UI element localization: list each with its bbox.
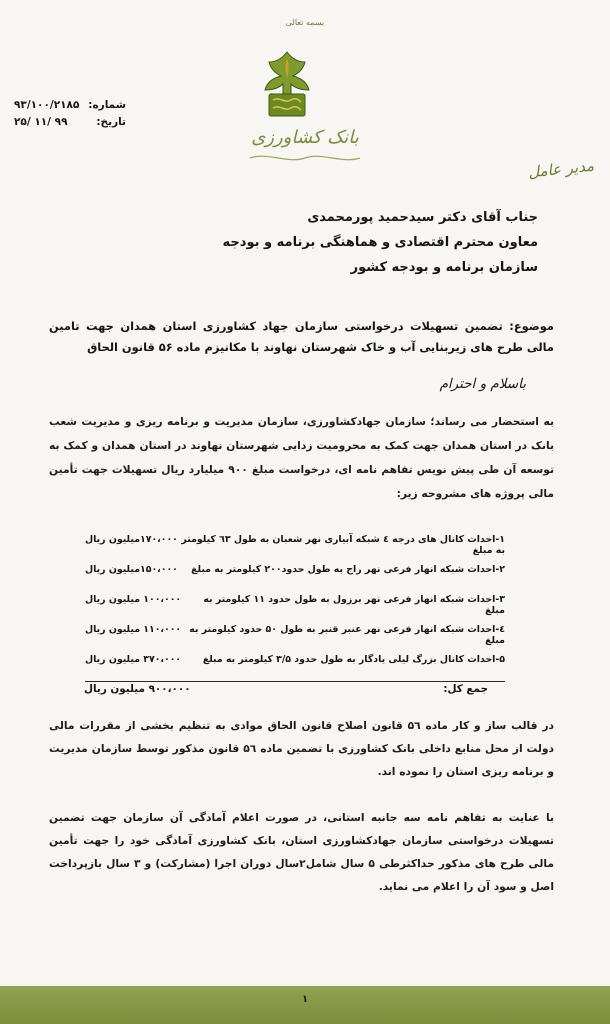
ceo-signature-note: مدیر عامل	[527, 156, 595, 182]
total-amount: ۹۰۰،۰۰۰ میلیون ریال	[84, 683, 191, 695]
number-value: ۹۳/۱۰۰/۲۱۸۵	[14, 99, 80, 111]
recipient-title: معاون محترم اقتصادی و هماهنگی برنامه و بودجه	[222, 235, 538, 250]
project-list	[85, 534, 505, 688]
bismillah-heading: بسمه تعالی	[285, 18, 325, 27]
letter-number-row	[14, 97, 126, 114]
flourish-ornament-icon	[248, 152, 362, 164]
page-number: ۱	[301, 994, 309, 1005]
item-amount: ۱۰۰،۰۰۰ میلیون ریال	[85, 594, 182, 605]
list-item	[85, 564, 505, 594]
paragraph-intro: به استحضار می رساند؛ سازمان جهادکشاورزی، سازمان مدیریت و برنامه ریزی و مدیریت شعب بانک در استان همدان جهت کمک به محرومیت زدایی شهرستان نهاوند در استان همدان و کمک به توسعه آن طی پیش نویس تفاهم نامه ای، درخواست مبلغ ۹۰۰ میلیارد ریال تسهیلات جهت تأمین مالی پروژه های مشروحه زیر:	[49, 415, 554, 500]
recipient-organization: سازمان برنامه و بودجه کشور	[350, 260, 538, 275]
date-label: تاریخ:	[96, 116, 126, 128]
item-amount: ۱۱۰،۰۰۰ میلیون ریال	[85, 624, 182, 635]
bank-name: بانک کشاورزی	[251, 127, 359, 148]
item-text: ۵-احداث کانال بزرگ لیلی یادگار به طول حدود ۳/۵ کیلومتر به مبلغ	[202, 654, 505, 665]
item-text: ۳-احداث شبکه انهار فرعی نهر برزول به طول حدود ۱۱ کیلومتر به مبلغ	[203, 594, 505, 616]
total-row	[84, 683, 488, 695]
recipient-name: جناب آقای دکتر سیدحمید پورمحمدی	[307, 210, 538, 225]
list-item	[85, 624, 505, 654]
item-text: ۱-احداث کانال های درجه ٤ شبکه آبیاری نهر شعبان به طول ٦۳ کیلومتر به مبلغ	[181, 534, 505, 556]
item-text: ۲-احداث شبکه انهار فرعی نهر راج به طول حدود۲۰۰ کیلومتر به مبلغ	[191, 564, 505, 575]
item-amount: ۱۷۰،۰۰۰میلیون ریال	[85, 534, 178, 545]
item-amount: ۱۵۰،۰۰۰میلیون ریال	[85, 564, 178, 575]
number-label: شماره:	[88, 99, 126, 111]
paragraph-readiness: با عنایت به تفاهم نامه سه جانبه استانی، در صورت اعلام آمادگی آن سازمان جهت تضمین تسهیلات درخواستی سازمان جهادکشاورزی استان، بانک کشاورزی آمادگی خود را جهت تأمین مالی طرح های مذکور حداکثرطی ۵ سال شامل۲سال دوران اجرا (مشارکت) و ۳ سال بازپرداخت اصل و سود آن را اعلام می نماید.	[49, 811, 555, 893]
salutation: باسلام و احترام	[439, 376, 526, 392]
paragraph-mechanism: در قالب ساز و کار ماده ۵٦ قانون اصلاح قانون الحاق موادی به تنظیم بخشی از مقررات مالی دولت از محل منابع داخلی بانک کشاورزی با تضمین ماده ۵٦ قانون مذکور توسط سازمان مدیریت و برنامه ریزی استان را نموده اند.	[49, 719, 555, 778]
footer-bar	[0, 986, 610, 1024]
list-item	[85, 534, 505, 564]
recipient-block	[223, 205, 538, 280]
bank-logo-icon	[259, 50, 315, 120]
letter-meta	[14, 97, 126, 131]
total-label: جمع کل:	[443, 683, 488, 695]
list-item	[85, 594, 505, 624]
subject-line: موضوع: تضمین تسهیلات درخواستی سازمان جهاد کشاورزی استان همدان جهت تامین مالی طرح های زیربنایی آب و خاک شهرستان نهاوند با مکانیزم ماده ۵۶ قانون الحاق	[49, 319, 554, 354]
list-item	[85, 654, 505, 682]
item-amount: ۳۷۰،۰۰۰ میلیون ریال	[85, 654, 182, 665]
item-text: ٤-احداث شبکه انهار فرعی نهر عنبر قنبر به طول ۵۰ حدود کیلومتر به مبلغ	[189, 624, 505, 646]
date-value: ۹۹ /۱۱ /۲۵	[14, 116, 68, 128]
letter-date-row	[14, 114, 126, 131]
